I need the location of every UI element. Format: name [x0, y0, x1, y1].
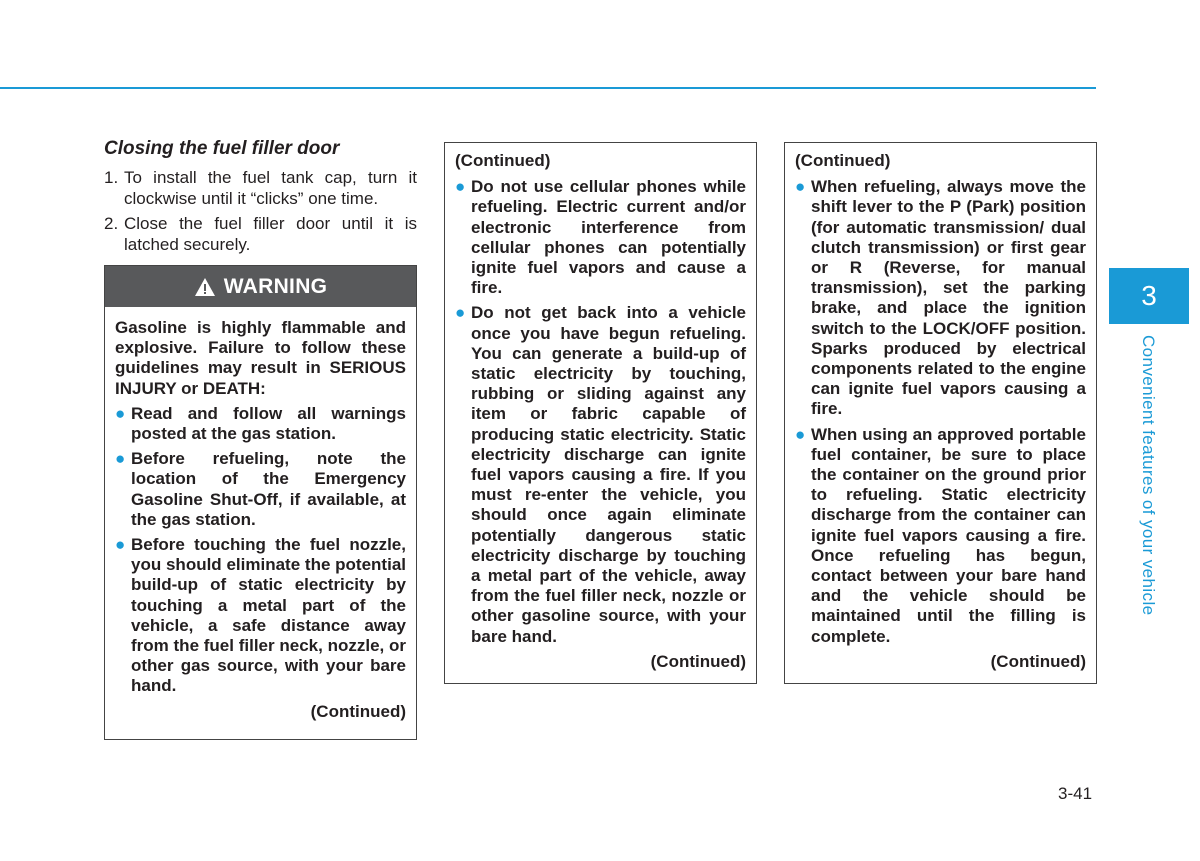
- bullet-item: [115, 535, 406, 697]
- steps-list: [104, 167, 417, 255]
- bullet-item: [115, 449, 406, 530]
- continued-label: (Continued): [310, 701, 406, 721]
- bullet-dot-icon: ●: [115, 535, 126, 555]
- bullet-text: When refueling, always move the shift lever to the P (Park) position (for automatic transmission/ dual clutch transmission) or first gear or R (Reverse, for manual transmission), set the parking brake, and place the ignition switch to the LOCK/OFF position. Sparks produced by electrical components related to the engine can ignite fuel vapors causing a fire.: [811, 177, 1086, 419]
- bullet-text: Do not get back into a vehicle once you have begun refueling. You can generate a build-up of static electricity by touching, rubbing or sliding against any item or fabric capable of producing static electricity. Static electricity discharge can ignite fuel vapors causing a fire. If you must re-enter the vehicle, you should once again eliminate potentially dangerous static electricity discharge by touching a metal part of the vehicle, away from the fuel filler neck, nozzle or other gasoline source, with your bare hand.: [471, 303, 746, 646]
- bullet-item: [115, 404, 406, 444]
- step-item: [104, 213, 417, 255]
- bullet-item: [455, 177, 746, 298]
- continued-box-content: [445, 143, 756, 672]
- bullet-text: Do not use cellular phones while refueling. Electric current and/or electronic interference from cellular phones can potentially ignite fuel vapors and cause a fire.: [471, 177, 746, 298]
- bullet-dot-icon: ●: [455, 303, 466, 323]
- step-text: To install the fuel tank cap, turn it clockwise until it “clicks” one time.: [124, 168, 417, 208]
- continued-label: (Continued): [990, 651, 1086, 671]
- continued-label: (Continued): [650, 651, 746, 671]
- bullet-item: [455, 303, 746, 646]
- bullet-text: Before refueling, note the location of the Emergency Gasoline Shut-Off, if available, at the gas station.: [131, 449, 406, 529]
- warning-header: [105, 266, 416, 307]
- bullet-text: Before touching the fuel nozzle, you should eliminate the potential build-up of static electricity by touching a metal part of the vehicle, a safe distance away from the fuel filler neck, nozzle, or other gas source, with your bare hand.: [131, 535, 406, 696]
- continued-box-2: [784, 142, 1097, 684]
- chapter-tab: 3: [1109, 268, 1189, 324]
- warning-bullets: [115, 404, 406, 697]
- bullet-dot-icon: ●: [795, 424, 806, 444]
- bullet-dot-icon: ●: [115, 449, 126, 469]
- top-rule: [0, 87, 1096, 89]
- bullet-dot-icon: ●: [795, 177, 806, 197]
- fuel-door-section: [104, 137, 417, 259]
- bullet-item: [795, 177, 1086, 419]
- warning-label: WARNING: [223, 274, 328, 298]
- bullet-text: Read and follow all warnings posted at the gas station.: [131, 403, 406, 444]
- warning-intro: Gasoline is highly flammable and explosive. Failure to follow these guidelines may result in SERIOUS INJURY or DEATH:: [115, 318, 406, 398]
- warning-box: [104, 265, 417, 740]
- step-item: [104, 167, 417, 209]
- continued-bullets: [795, 177, 1086, 647]
- continued-header: (Continued): [795, 151, 891, 170]
- continued-header: (Continued): [455, 151, 551, 170]
- warning-content: [105, 307, 416, 722]
- page-number: 3-41: [1058, 784, 1093, 803]
- step-text: Close the fuel filler door until it is latched securely.: [124, 214, 417, 254]
- step-number: 2.: [104, 214, 119, 233]
- continued-bullets: [455, 177, 746, 647]
- warning-triangle-icon: [194, 277, 216, 297]
- continued-box-1: [444, 142, 757, 684]
- bullet-dot-icon: ●: [115, 403, 126, 423]
- continued-box-content: [785, 143, 1096, 672]
- bullet-item: [795, 425, 1086, 647]
- bullet-dot-icon: ●: [455, 177, 466, 197]
- section-heading: Closing the fuel filler door: [104, 138, 340, 159]
- step-number: 1.: [104, 168, 119, 187]
- bullet-text: When using an approved portable fuel container, be sure to place the container on the ground prior to refueling. Static electricity discharge from the container can ignite fuel vapors causing a fire. Once refueling has begun, contact between your bare hand and the vehicle should be maintained until the filling is complete.: [811, 424, 1086, 646]
- chapter-side-title: Convenient features of your vehicle: [1139, 335, 1158, 616]
